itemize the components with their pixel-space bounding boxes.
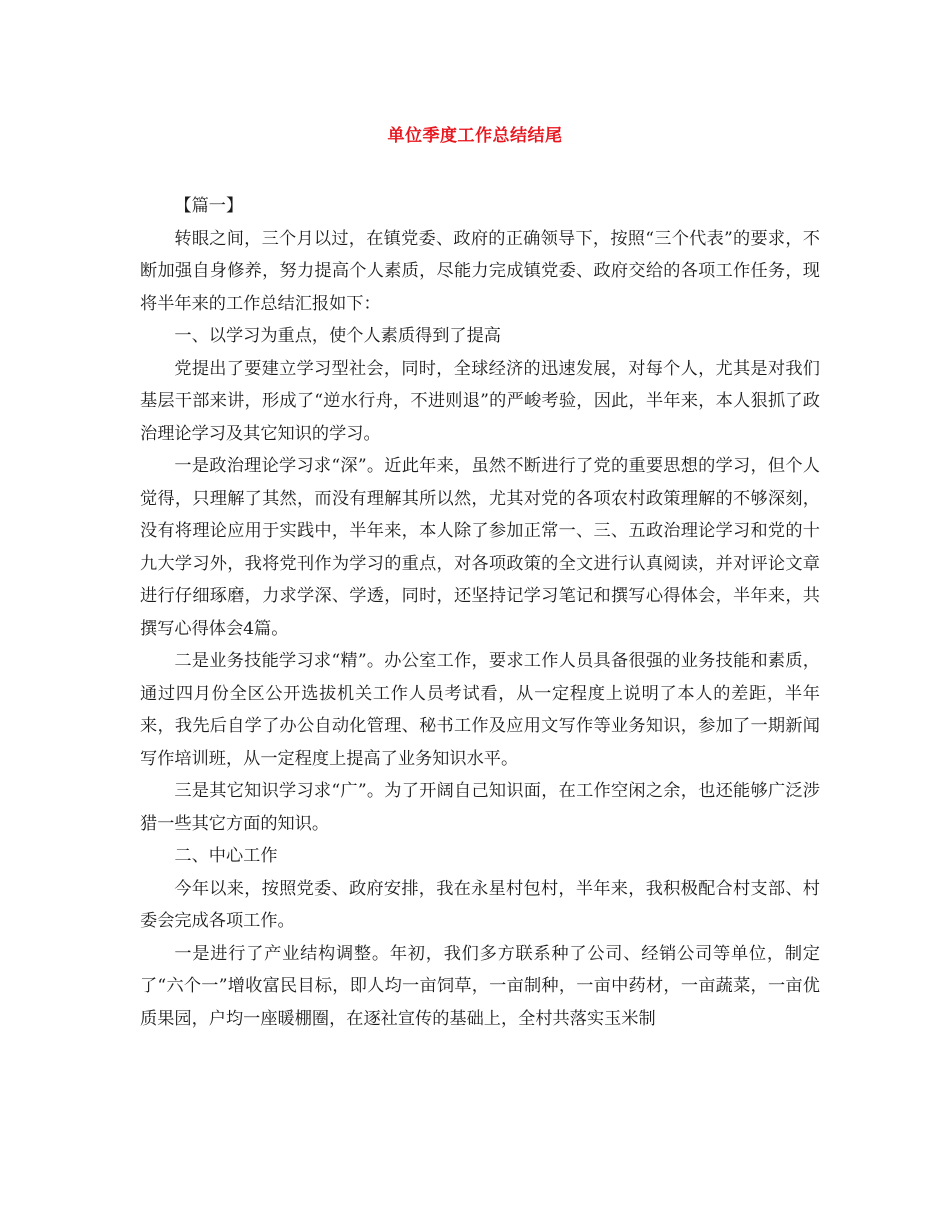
heading-central-work: 二、中心工作 — [174, 846, 278, 866]
political-theory-paragraph: 一是政治理论学习求“深”。近此年来，虽然不断进行了党的重要思想的学习，但个人觉得，只理解了其然，而没有理解其所以然，尤其对党的各项农村政策理解的不够深刻，没有将理论应用于实践中，半年来，本人除了参加正常一、三、五政治理论学习和党的十九大学习外，我将党刊作为学习的重点，对各项政策的全文进行认真阅读，并对评论文章进行仔细琢磨，力求学深、学透，同时，还坚持记学习笔记和撰写心得体会，半年来，共撰写心得体会4篇。 — [140, 456, 820, 639]
section-label-part-one: 【篇一】 — [174, 196, 244, 216]
industry-adjustment-paragraph: 一是进行了产业结构调整。年初，我们多方联系种了公司、经销公司等单位，制定了“六个一”增收富民目标，即人均一亩饲草，一亩制种，一亩中药材，一亩蔬菜，一亩优质果园，户均一座暖棚圈，在逐社宣传的基础上，全村共落实玉米制 — [140, 943, 820, 1029]
study-context-paragraph: 党提出了要建立学习型社会，同时，全球经济的迅速发展，对每个人，尤其是对我们基层干部来讲，形成了“逆水行舟，不进则退”的严峻考验，因此，半年来，本人狠抓了政治理论学习及其它知识的学习。 — [140, 358, 820, 444]
intro-paragraph: 转眼之间，三个月以过，在镇党委、政府的正确领导下，按照“三个代表”的要求，不断加强自身修养，努力提高个人素质，尽能力完成镇党委、政府交给的各项工作任务，现将半年来的工作总结汇报如下： — [140, 228, 820, 314]
other-knowledge-paragraph: 三是其它知识学习求“广”。为了开阔自己知识面，在工作空闲之余，也还能够广泛涉猎一些其它方面的知识。 — [140, 781, 820, 834]
document-title: 单位季度工作总结结尾 — [387, 126, 563, 146]
business-skills-paragraph: 二是业务技能学习求“精”。办公室工作，要求工作人员具备很强的业务技能和素质，通过四月份全区公开选拔机关工作人员考试看，从一定程度上说明了本人的差距，半年来，我先后自学了办公自动化管理、秘书工作及应用文写作等业务知识，参加了一期新闻写作培训班，从一定程度上提高了业务知识水平。 — [140, 651, 820, 769]
village-work-paragraph: 今年以来，按照党委、政府安排，我在永星村包村，半年来，我积极配合村支部、村委会完成各项工作。 — [140, 878, 820, 931]
heading-study-focus: 一、以学习为重点，使个人素质得到了提高 — [174, 326, 501, 346]
document-body — [140, 190, 820, 1035]
